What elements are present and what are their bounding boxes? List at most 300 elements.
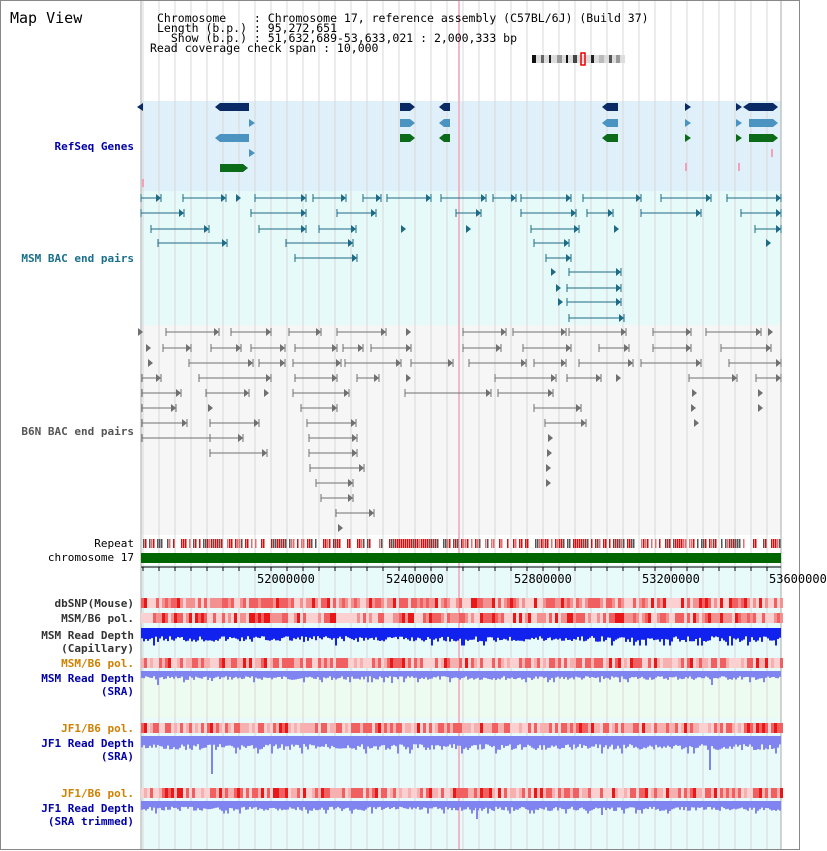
repeat-feature <box>357 539 359 548</box>
depth-bar <box>707 628 709 641</box>
depth-bar <box>217 628 219 641</box>
depth-bar <box>431 801 433 808</box>
polymorphism-cell <box>210 723 213 733</box>
depth-bar <box>631 671 633 677</box>
depth-bar <box>749 628 751 642</box>
depth-bar <box>393 671 395 677</box>
depth-bar <box>665 801 667 810</box>
depth-bar <box>561 628 563 641</box>
depth-bar <box>201 736 203 748</box>
polymorphism-cell <box>600 788 603 798</box>
depth-bar <box>615 628 617 640</box>
polymorphism-cell <box>252 598 255 608</box>
repeat-feature <box>683 539 685 548</box>
depth-bar <box>639 801 641 810</box>
polymorphism-cell <box>198 723 201 733</box>
gene[interactable] <box>444 103 450 111</box>
polymorphism-cell <box>723 598 726 608</box>
depth-bar <box>577 801 579 810</box>
depth-bar <box>699 628 701 638</box>
polymorphism-cell <box>192 788 195 798</box>
repeat-feature <box>555 539 557 548</box>
polymorphism-cell <box>669 788 672 798</box>
depth-bar <box>465 628 467 640</box>
polymorphism-cell <box>477 788 480 798</box>
depth-bar <box>457 736 459 746</box>
gene[interactable] <box>400 134 410 142</box>
depth-bar <box>435 736 437 745</box>
depth-bar <box>497 628 499 638</box>
depth-bar <box>599 736 601 745</box>
polymorphism-cell <box>636 658 639 668</box>
depth-bar <box>459 628 461 639</box>
track-label-jf1-rd-trimmed[interactable]: JF1 Read Depth <box>41 802 134 815</box>
repeat-feature <box>273 539 275 548</box>
depth-bar <box>617 801 619 807</box>
depth-bar <box>443 801 445 814</box>
polymorphism-cell <box>639 788 642 798</box>
polymorphism-cell <box>501 613 504 623</box>
polymorphism-cell <box>543 598 546 608</box>
depth-bar <box>593 801 595 809</box>
depth-bar <box>243 736 245 747</box>
polymorphism-cell <box>495 658 498 668</box>
gene[interactable] <box>607 134 618 142</box>
polymorphism-cell <box>756 598 759 608</box>
depth-bar <box>215 801 217 808</box>
polymorphism-cell <box>405 598 408 608</box>
depth-bar <box>453 671 455 678</box>
polymorphism-cell <box>558 613 561 623</box>
depth-bar <box>279 671 281 677</box>
polymorphism-cell <box>684 723 687 733</box>
depth-bar <box>623 801 625 814</box>
polymorphism-cell <box>549 598 552 608</box>
depth-bar <box>283 671 285 676</box>
depth-bar <box>717 736 719 750</box>
polymorphism-cell <box>348 788 351 798</box>
depth-bar <box>307 671 309 677</box>
depth-bar <box>337 801 339 807</box>
depth-bar <box>205 801 207 809</box>
polymorphism-cell <box>312 658 315 668</box>
depth-bar <box>493 736 495 746</box>
depth-bar <box>265 801 267 810</box>
depth-bar <box>525 801 527 809</box>
depth-bar <box>365 736 367 754</box>
polymorphism-cell <box>405 723 408 733</box>
repeat-feature <box>763 539 765 548</box>
polymorphism-cell <box>501 598 504 608</box>
polymorphism-cell <box>528 723 531 733</box>
depth-bar <box>363 736 365 749</box>
polymorphism-cell <box>774 598 777 608</box>
depth-bar <box>653 671 655 679</box>
depth-bar <box>193 628 195 640</box>
repeat-feature <box>275 539 277 548</box>
depth-bar <box>253 736 255 749</box>
polymorphism-cell <box>306 658 309 668</box>
polymorphism-cell <box>774 723 777 733</box>
polymorphism-cell <box>492 723 495 733</box>
depth-bar <box>391 801 393 808</box>
repeat-feature <box>199 539 201 548</box>
depth-bar <box>747 801 749 811</box>
polymorphism-cell <box>156 723 159 733</box>
depth-bar <box>469 801 471 810</box>
repeat-feature <box>585 539 587 548</box>
repeat-feature <box>543 539 545 548</box>
repeat-feature <box>665 539 667 548</box>
depth-bar <box>443 736 445 746</box>
depth-bar <box>701 628 703 646</box>
depth-bar <box>769 628 771 640</box>
depth-bar <box>277 671 279 677</box>
polymorphism-cell <box>330 613 333 623</box>
depth-spike <box>476 801 478 819</box>
depth-bar <box>697 801 699 808</box>
track-label-refseq[interactable]: RefSeq Genes <box>54 140 134 153</box>
polymorphism-cell <box>282 613 285 623</box>
depth-bar <box>353 671 355 679</box>
polymorphism-cell <box>516 723 519 733</box>
depth-bar <box>315 628 317 640</box>
gene[interactable] <box>220 134 249 142</box>
polymorphism-cell <box>243 723 246 733</box>
depth-bar <box>149 736 151 746</box>
depth-bar <box>701 736 703 744</box>
repeat-feature <box>513 539 515 548</box>
depth-bar <box>605 736 607 745</box>
depth-bar <box>501 671 503 678</box>
polymorphism-cell <box>687 613 690 623</box>
polymorphism-cell <box>594 788 597 798</box>
depth-bar <box>579 671 581 678</box>
polymorphism-cell <box>777 788 780 798</box>
polymorphism-cell <box>318 723 321 733</box>
depth-bar <box>165 671 167 679</box>
repeat-feature <box>395 539 397 548</box>
depth-bar <box>751 736 753 747</box>
depth-bar <box>433 671 435 677</box>
depth-bar <box>471 801 473 814</box>
polymorphism-cell <box>273 788 276 798</box>
polymorphism-cell <box>144 723 147 733</box>
repeat-feature <box>443 539 445 548</box>
polymorphism-cell <box>381 723 384 733</box>
track-label-jf1-b6-pol-1[interactable]: JF1/B6 pol. <box>61 722 134 735</box>
polymorphism-cell <box>600 598 603 608</box>
depth-bar <box>369 628 371 638</box>
depth-bar <box>581 671 583 680</box>
depth-bar <box>745 801 747 810</box>
polymorphism-cell <box>753 723 756 733</box>
depth-bar <box>519 628 521 641</box>
polymorphism-cell <box>348 723 351 733</box>
depth-bar <box>159 628 161 639</box>
track-label-jf1-b6-pol-2[interactable]: JF1/B6 pol. <box>61 787 134 800</box>
polymorphism-cell <box>774 788 777 798</box>
polymorphism-cell <box>579 658 582 668</box>
depth-bar <box>539 736 541 745</box>
depth-bar <box>443 671 445 676</box>
repeat-feature <box>367 539 369 548</box>
depth-bar <box>163 736 165 749</box>
gene-marker <box>142 179 144 187</box>
polymorphism-cell <box>525 658 528 668</box>
polymorphism-cell <box>330 598 333 608</box>
chromosome-bar[interactable] <box>141 553 781 563</box>
polymorphism-cell <box>582 598 585 608</box>
polymorphism-cell <box>450 613 453 623</box>
polymorphism-cell <box>336 723 339 733</box>
depth-bar <box>385 736 387 750</box>
track-label-repeat[interactable]: Repeat <box>94 537 134 550</box>
depth-bar <box>669 628 671 646</box>
depth-bar <box>529 801 531 814</box>
depth-bar <box>369 736 371 748</box>
polymorphism-cell <box>672 658 675 668</box>
depth-bar <box>231 736 233 746</box>
track-label-msm-b6-pol-2[interactable]: MSM/B6 pol. <box>61 657 134 670</box>
repeat-feature <box>647 539 649 548</box>
depth-bar <box>309 736 311 744</box>
polymorphism-cell <box>393 613 396 623</box>
depth-bar <box>493 801 495 811</box>
polymorphism-cell <box>183 598 186 608</box>
repeat-feature <box>467 539 469 548</box>
gene-marker[interactable] <box>137 103 143 111</box>
depth-bar <box>157 801 159 808</box>
polymorphism-cell <box>324 658 327 668</box>
polymorphism-cell <box>468 613 471 623</box>
gene[interactable] <box>400 103 410 111</box>
polymorphism-cell <box>465 658 468 668</box>
track-label-msm-rd-sra[interactable]: MSM Read Depth <box>41 672 134 685</box>
polymorphism-cell <box>600 613 603 623</box>
polymorphism-cell <box>528 598 531 608</box>
repeat-feature <box>677 539 679 548</box>
polymorphism-cell <box>435 598 438 608</box>
polymorphism-cell <box>195 598 198 608</box>
repeat-feature <box>323 539 325 548</box>
gene[interactable] <box>220 103 249 111</box>
polymorphism-cell <box>621 658 624 668</box>
depth-bar <box>565 801 567 814</box>
polymorphism-cell <box>732 788 735 798</box>
depth-bar <box>507 628 509 641</box>
polymorphism-cell <box>396 788 399 798</box>
gene[interactable] <box>749 119 773 127</box>
polymorphism-cell <box>759 613 762 623</box>
polymorphism-cell <box>297 598 300 608</box>
depth-bar <box>593 671 595 678</box>
track-label-jf1-rd-sra[interactable]: JF1 Read Depth <box>41 737 134 750</box>
polymorphism-cell <box>330 658 333 668</box>
polymorphism-cell <box>447 598 450 608</box>
polymorphism-cell <box>303 598 306 608</box>
polymorphism-cell <box>324 613 327 623</box>
depth-bar <box>351 801 353 814</box>
track-label-msm-b6-pol-1[interactable]: MSM/B6 pol. <box>61 612 134 625</box>
polymorphism-cell <box>249 788 252 798</box>
polymorphism-cell <box>243 613 246 623</box>
depth-bar <box>425 671 427 677</box>
polymorphism-cell <box>480 598 483 608</box>
depth-bar <box>537 801 539 810</box>
depth-bar <box>661 628 663 639</box>
repeat-feature <box>161 539 163 548</box>
depth-bar <box>169 628 171 636</box>
depth-bar <box>237 671 239 678</box>
polymorphism-cell <box>741 613 744 623</box>
depth-bar <box>365 801 367 810</box>
depth-bar <box>215 671 217 677</box>
depth-bar <box>693 671 695 680</box>
depth-bar <box>269 801 271 808</box>
depth-bar <box>659 671 661 677</box>
gene[interactable] <box>749 103 773 111</box>
depth-bar <box>451 671 453 678</box>
polymorphism-cell <box>513 613 516 623</box>
depth-bar <box>257 628 259 638</box>
polymorphism-cell <box>690 788 693 798</box>
polymorphism-cell <box>225 788 228 798</box>
polymorphism-cell <box>588 613 591 623</box>
polymorphism-cell <box>513 723 516 733</box>
gene[interactable] <box>607 103 618 111</box>
polymorphism-cell <box>456 613 459 623</box>
polymorphism-cell <box>450 788 453 798</box>
depth-bar <box>389 671 391 676</box>
repeat-feature <box>261 539 263 548</box>
polymorphism-cell <box>162 788 165 798</box>
depth-bar <box>141 671 143 678</box>
polymorphism-cell <box>621 788 624 798</box>
polymorphism-cell <box>702 658 705 668</box>
polymorphism-cell <box>327 788 330 798</box>
polymorphism-cell <box>642 598 645 608</box>
gene[interactable] <box>444 134 450 142</box>
depth-bar <box>245 628 247 639</box>
gene[interactable] <box>607 119 618 127</box>
depth-bar <box>327 671 329 678</box>
depth-bar <box>315 736 317 748</box>
depth-bar <box>331 628 333 640</box>
gene[interactable] <box>749 134 773 142</box>
polymorphism-cell <box>177 658 180 668</box>
polymorphism-cell <box>171 788 174 798</box>
depth-bar <box>167 801 169 810</box>
depth-bar <box>639 736 641 750</box>
depth-bar <box>673 801 675 809</box>
polymorphism-cell <box>642 613 645 623</box>
gene[interactable] <box>444 119 450 127</box>
polymorphism-cell <box>735 788 738 798</box>
polymorphism-cell <box>588 598 591 608</box>
depth-bar <box>513 801 515 811</box>
depth-bar <box>693 628 695 641</box>
repeat-feature <box>327 539 329 548</box>
track-label-dbsnp[interactable]: dbSNP(Mouse) <box>54 597 134 610</box>
depth-bar <box>293 736 295 747</box>
depth-bar <box>319 671 321 680</box>
repeat-feature <box>709 539 711 548</box>
polymorphism-cell <box>765 788 768 798</box>
polymorphism-cell <box>162 723 165 733</box>
depth-bar <box>147 628 149 641</box>
polymorphism-cell <box>378 613 381 623</box>
polymorphism-cell <box>312 788 315 798</box>
depth-bar <box>599 628 601 641</box>
polymorphism-cell <box>471 788 474 798</box>
track-label-msm-bac[interactable]: MSM BAC end pairs <box>21 252 134 265</box>
depth-bar <box>247 628 249 636</box>
polymorphism-cell <box>141 658 144 668</box>
polymorphism-cell <box>312 723 315 733</box>
polymorphism-cell <box>555 598 558 608</box>
depth-bar <box>143 801 145 809</box>
depth-bar <box>209 671 211 678</box>
depth-bar <box>641 736 643 749</box>
depth-bar <box>547 671 549 682</box>
polymorphism-cell <box>633 658 636 668</box>
track-label-msm-rd-capillary[interactable]: MSM Read Depth <box>41 629 134 642</box>
polymorphism-cell <box>306 723 309 733</box>
depth-bar <box>633 671 635 677</box>
depth-bar <box>453 628 455 641</box>
polymorphism-cell <box>675 658 678 668</box>
depth-bar <box>225 736 227 746</box>
depth-bar <box>145 671 147 676</box>
polymorphism-cell <box>231 658 234 668</box>
repeat-feature <box>435 539 437 548</box>
depth-bar <box>275 801 277 809</box>
polymorphism-cell <box>330 723 333 733</box>
polymorphism-cell <box>636 788 639 798</box>
polymorphism-cell <box>690 613 693 623</box>
depth-bar <box>355 736 357 750</box>
depth-bar <box>355 628 357 638</box>
gene[interactable] <box>400 119 410 127</box>
depth-bar <box>361 736 363 744</box>
polymorphism-cell <box>624 613 627 623</box>
depth-bar <box>555 671 557 678</box>
repeat-feature <box>337 539 339 548</box>
depth-bar <box>217 736 219 747</box>
repeat-feature <box>301 539 303 548</box>
polymorphism-cell <box>774 658 777 668</box>
depth-bar <box>395 628 397 637</box>
gene[interactable] <box>220 164 243 172</box>
repeat-feature <box>241 539 243 548</box>
depth-bar <box>201 628 203 639</box>
repeat-feature <box>325 539 327 548</box>
polymorphism-cell <box>435 658 438 668</box>
depth-bar <box>317 736 319 747</box>
polymorphism-cell <box>453 613 456 623</box>
depth-bar <box>471 736 473 746</box>
track-label-b6n-bac[interactable]: B6N BAC end pairs <box>21 425 134 438</box>
repeat-feature <box>183 539 185 548</box>
depth-bar <box>269 628 271 641</box>
repeat-feature <box>605 539 607 548</box>
polymorphism-cell <box>258 598 261 608</box>
depth-bar <box>239 628 241 641</box>
repeat-feature <box>215 539 217 548</box>
depth-bar <box>533 671 535 679</box>
depth-bar <box>421 736 423 745</box>
